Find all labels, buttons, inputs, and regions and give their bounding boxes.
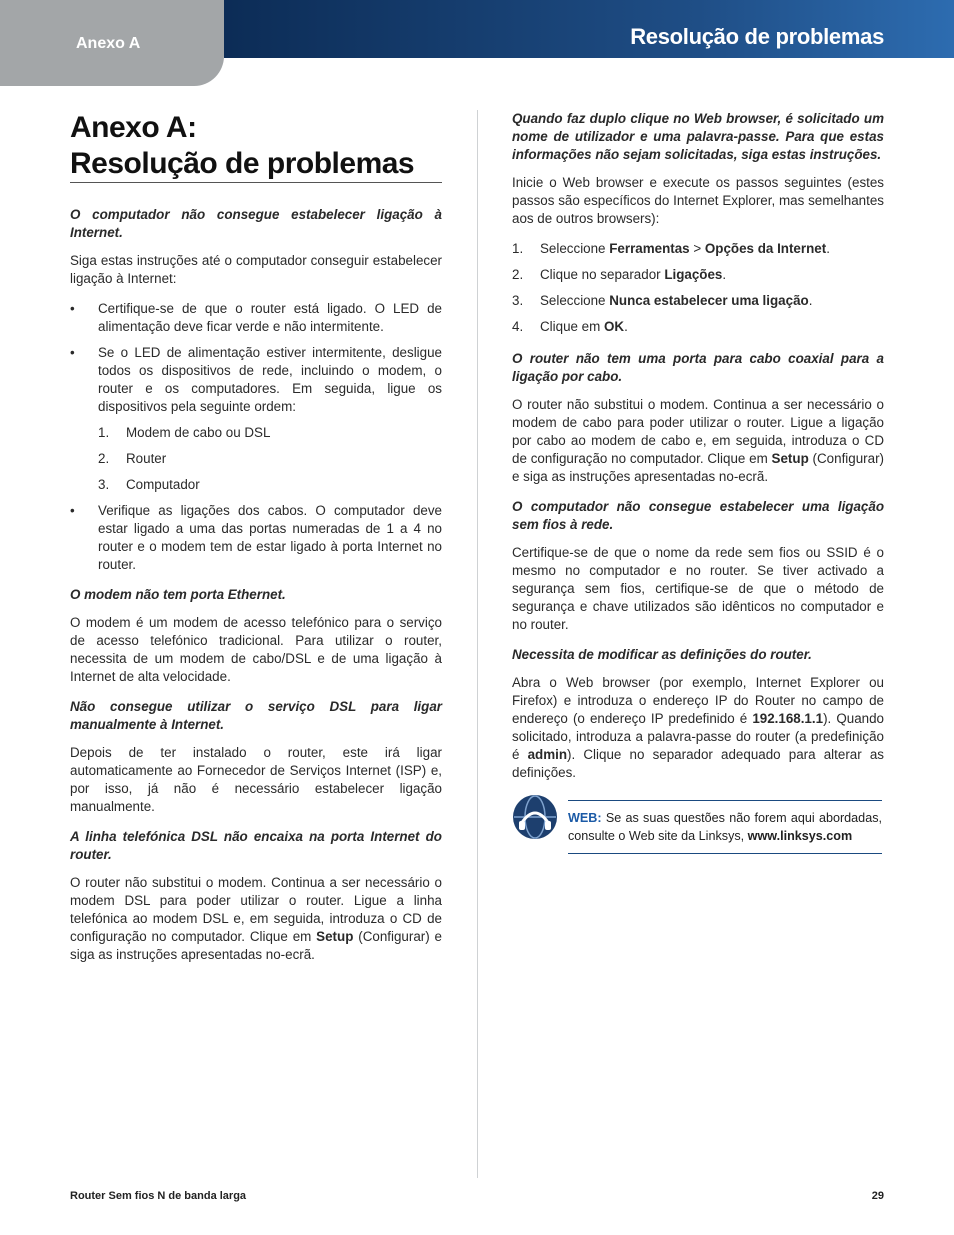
section-banner bbox=[224, 0, 954, 58]
page-title-line2: Resolução de problemas bbox=[70, 147, 415, 180]
step-item: 1. Seleccione Ferramentas > Opções da Internet. bbox=[512, 241, 830, 256]
paragraph-instructions: Siga estas instruções até o computador conseguir estabelecer ligação à Internet: bbox=[70, 253, 442, 286]
step-number: 1. bbox=[512, 241, 524, 256]
bullet-text: Certifique-se de que o router está ligado. O LED de alimentação deve ficar verde e não intermitente. bbox=[98, 301, 442, 334]
setup-label: Setup bbox=[771, 451, 809, 466]
appendix-tab bbox=[0, 0, 224, 86]
step-item: 2. Clique no separador Ligações. bbox=[512, 267, 727, 282]
title-divider bbox=[70, 182, 442, 183]
step-number: 4. bbox=[512, 319, 524, 334]
order-number: 3. bbox=[98, 477, 110, 492]
appendix-tab-label: Anexo A bbox=[76, 35, 141, 52]
paragraph-cable-modem: O router não substitui o modem. Continua a ser necessário o modem de cabo para poder utilizar o router. Ligue a ligação por cabo ao modem de cabo e, em seguida, introduza o CD de configuração no computador. Clique em Setup (Configurar) e siga as instruções apresentadas no-ecrã. bbox=[512, 397, 884, 484]
paragraph-browser-steps: Inicie o Web browser e execute os passos seguintes (estes passos são específicos do Internet Explorer, mas semelhantes aos de outros browsers): bbox=[512, 175, 884, 226]
web-note bbox=[512, 800, 884, 856]
page-title-line1: Anexo A: bbox=[70, 111, 197, 144]
bullet-symbol: • bbox=[70, 503, 75, 518]
default-ip: 192.168.1.1 bbox=[752, 711, 824, 726]
web-note-text: WEB: Se as suas questões não forem aqui abordadas, consulte o Web site da Linksys, www.linksys.com bbox=[568, 800, 882, 854]
bullet-symbol: • bbox=[70, 301, 75, 316]
order-text: Router bbox=[126, 451, 167, 466]
heading-no-ethernet: O modem não tem porta Ethernet. bbox=[70, 587, 286, 602]
setup-label: Setup bbox=[316, 929, 354, 944]
heading-browser-login: Quando faz duplo clique no Web browser, é solicitado um nome de utilizador e uma palavra-passe. Para que estas informações não sejam solicitadas, siga estas instruções. bbox=[512, 111, 884, 162]
order-number: 1. bbox=[98, 425, 110, 440]
globe-support-icon bbox=[512, 794, 558, 840]
footer-product: Router Sem fios N de banda larga bbox=[70, 1190, 247, 1202]
paragraph-dialup: O modem é um modem de acesso telefónico para o serviço de acesso telefónico tradicional. Para utilizar o router, necessita de um modem de cabo/DSL e de uma ligação à Internet de alta velocidade. bbox=[70, 615, 442, 684]
heading-dsl-manual: Não consegue utilizar o serviço DSL para ligar manualmente à Internet. bbox=[70, 699, 442, 732]
heading-coax: O router não tem uma porta para cabo coaxial para a ligação por cabo. bbox=[512, 351, 884, 384]
order-number: 2. bbox=[98, 451, 110, 466]
bullet-text: Se o LED de alimentação estiver intermitente, desligue todos os dispositivos de rede, incluindo o modem, o router e os computadores. Em seguida, ligue os dispositivos pela seguinte ordem: bbox=[98, 345, 442, 414]
heading-dsl-line: A linha telefónica DSL não encaixa na porta Internet do router. bbox=[70, 829, 442, 862]
page-number: 29 bbox=[871, 1190, 884, 1202]
bullet-text: Verifique as ligações dos cabos. O computador deve estar ligado a uma das portas numeradas de 1 a 4 no router e o modem tem de estar ligado à porta Internet no router. bbox=[98, 503, 442, 572]
section-banner-title: Resolução de problemas bbox=[630, 24, 884, 49]
step-number: 2. bbox=[512, 267, 524, 282]
bullet-item bbox=[70, 344, 442, 416]
heading-wireless: O computador não consegue estabelecer uma ligação sem fios à rede. bbox=[512, 499, 884, 532]
default-password: admin bbox=[527, 747, 568, 762]
order-item bbox=[70, 424, 442, 442]
paragraph-ssid: Certifique-se de que o nome da rede sem fios ou SSID é o mesmo no computador e no router. Se tiver activado a segurança sem fios, certifique-se de que o método de segurança e chave utilizados são idênticos no computador e no router. bbox=[512, 545, 884, 632]
order-item bbox=[70, 476, 442, 494]
linksys-link[interactable]: www.linksys.com bbox=[747, 829, 853, 843]
paragraph-dsl-auto: Depois de ter instalado o router, este irá ligar automaticamente ao Fornecedor de Serviços Internet (ISP) e, por isso, já não é necessário estabelecer ligação manualmente. bbox=[70, 745, 442, 814]
step-item: 4. Clique em OK. bbox=[512, 319, 628, 334]
paragraph-dsl-modem: O router não substitui o modem. Continua a ser necessário o modem DSL para poder utilizar o router. Ligue a linha telefónica ao modem DSL e, em seguida, introduza o CD de configuração no computador. Clique em Setup (Configurar) e siga as instruções apresentadas no-ecrã. bbox=[70, 875, 442, 962]
column-divider bbox=[477, 110, 478, 1178]
bullet-symbol: • bbox=[70, 345, 75, 360]
order-text: Computador bbox=[126, 477, 200, 492]
left-column bbox=[70, 206, 442, 976]
order-item bbox=[70, 450, 442, 468]
paragraph-router-settings: Abra o Web browser (por exemplo, Internet Explorer ou Firefox) e introduza o endereço IP do Router no campo de endereço (o endereço IP predefinido é 192.168.1.1). Quando solicitado, introduza a palavra-passe do router (a predefinição é admin). Clique no separador adequado para alterar as definições. bbox=[512, 675, 884, 780]
bullet-item bbox=[70, 502, 442, 574]
order-text: Modem de cabo ou DSL bbox=[126, 425, 271, 440]
bullet-item bbox=[70, 300, 442, 336]
heading-no-internet: O computador não consegue estabelecer ligação à Internet. bbox=[70, 207, 442, 240]
page-title bbox=[70, 110, 442, 182]
step-item: 3. Seleccione Nunca estabelecer uma ligação. bbox=[512, 293, 813, 308]
right-column bbox=[512, 110, 884, 794]
web-note-label: WEB: bbox=[568, 811, 602, 825]
heading-router-settings: Necessita de modificar as definições do router. bbox=[512, 647, 812, 662]
step-number: 3. bbox=[512, 293, 524, 308]
